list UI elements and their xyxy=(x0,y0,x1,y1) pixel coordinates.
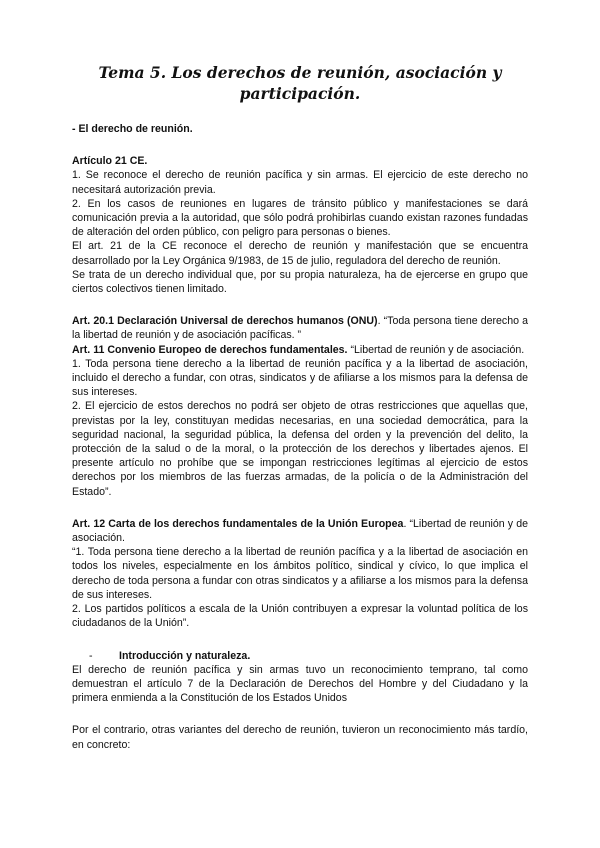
article-21-paragraph-2: 2. En los casos de reuniones en lugares de tránsito público y manifestaciones se dará comunicación previa a la autoridad, que sólo podrá prohibirlas cuando existan razones fundadas de alteración del orden público, con peligro para personas o bienes. xyxy=(72,197,528,239)
page-title: Tema 5. Los derechos de reunión, asociación y participación. xyxy=(98,63,502,103)
article-12-label: Art. 12 Carta de los derechos fundamentales de la Unión Europea xyxy=(72,517,404,530)
spacer xyxy=(72,499,528,517)
intro-paragraph-2: Por el contrario, otras variantes del derecho de reunión, tuvieron un reconocimiento más tardío, en concreto: xyxy=(72,724,528,751)
article-21-paragraph-1: 1. Se reconoce el derecho de reunión pacífica y sin armas. El ejercicio de este derecho no necesitará autorización previa. xyxy=(72,169,528,196)
article-12-text: . “Libertad de reunión y de asociación. xyxy=(72,517,528,545)
intro-heading-bullet xyxy=(72,649,528,663)
article-20-label: Art. 20.1 Declaración Universal de derechos humanos (ONU) xyxy=(72,315,378,328)
article-11-heading-paragraph xyxy=(72,343,528,357)
article-11-paragraph-2: 2. El ejercicio de estos derechos no podrá ser objeto de otras restricciones que aquellas que, previstas por la ley, constituyan medidas necesarias, en una sociedad democrática, para la seguridad nacional, la seguridad pública, la defensa del orden y la prevención del delito, la protección de la salud o de la moral, o la protección de los derechos y libertades ajenos. El presente artículo no prohíbe que se impongan restricciones legítimas al ejercicio de estos derechos por los miembros de las fuerzas armadas, de la policía o de la Administración del Estado”. xyxy=(72,400,528,498)
article-11-label: Art. 11 Convenio Europeo de derechos fundamentales. xyxy=(72,343,348,356)
article-11-paragraph-1: 1. Toda persona tiene derecho a la libertad de reunión pacífica y a la libertad de asociación, incluido el derecho a fundar, con otras, sindicatos y de afiliarse a los mismos para la defensa de sus intereses. xyxy=(72,357,528,399)
article-21-paragraph-3: El art. 21 de la CE reconoce el derecho de reunión y manifestación que se encuentra desarrollado por la Ley Orgánica 9/1983, de 15 de julio, reguladora del derecho de reunión. xyxy=(72,240,528,267)
intro-heading: Introducción y naturaleza. xyxy=(119,649,251,662)
article-21-paragraph-4: Se trata de un derecho individual que, por su propia naturaleza, ha de ejercerse en grupo que ciertos colectivos tienen limitado. xyxy=(72,268,528,296)
spacer xyxy=(72,705,528,723)
article-21-heading: Artículo 21 CE. xyxy=(72,155,148,168)
article-12-paragraph-1: “1. Toda persona tiene derecho a la libertad de reunión pacífica y a la libertad de asociación en todos los niveles, especialmente en los ámbitos político, sindical y cívico, lo que implica el derecho de toda persona a fundar con otras sindicatos y a afiliarse a los mismos para la defensa de sus intereses. xyxy=(72,546,528,601)
section-heading-derecho-reunion: - El derecho de reunión. xyxy=(72,123,193,135)
article-20-text: . “Toda persona tiene derecho a la libertad de reunión y de asociación pacíficas. ” xyxy=(72,315,528,342)
bullet-dash: - xyxy=(89,649,93,662)
spacer xyxy=(72,296,528,314)
article-12-paragraph-2: 2. Los partidos políticos a escala de la Unión contribuyen a expresar la voluntad política de los ciudadanos de la Unión”. xyxy=(72,603,528,630)
spacer xyxy=(72,136,528,154)
spacer xyxy=(72,631,528,649)
article-12-heading-paragraph xyxy=(72,517,528,545)
article-11-text: “Libertad de reunión y de asociación. xyxy=(347,343,525,356)
article-20-paragraph xyxy=(72,314,528,342)
intro-paragraph-1: El derecho de reunión pacífica y sin armas tuvo un reconocimiento temprano, tal como demuestran el artículo 7 de la Declaración de Derechos del Hombre y del Ciudadano y la primera enmienda a la Constitución de los Estados Unidos xyxy=(72,663,528,705)
